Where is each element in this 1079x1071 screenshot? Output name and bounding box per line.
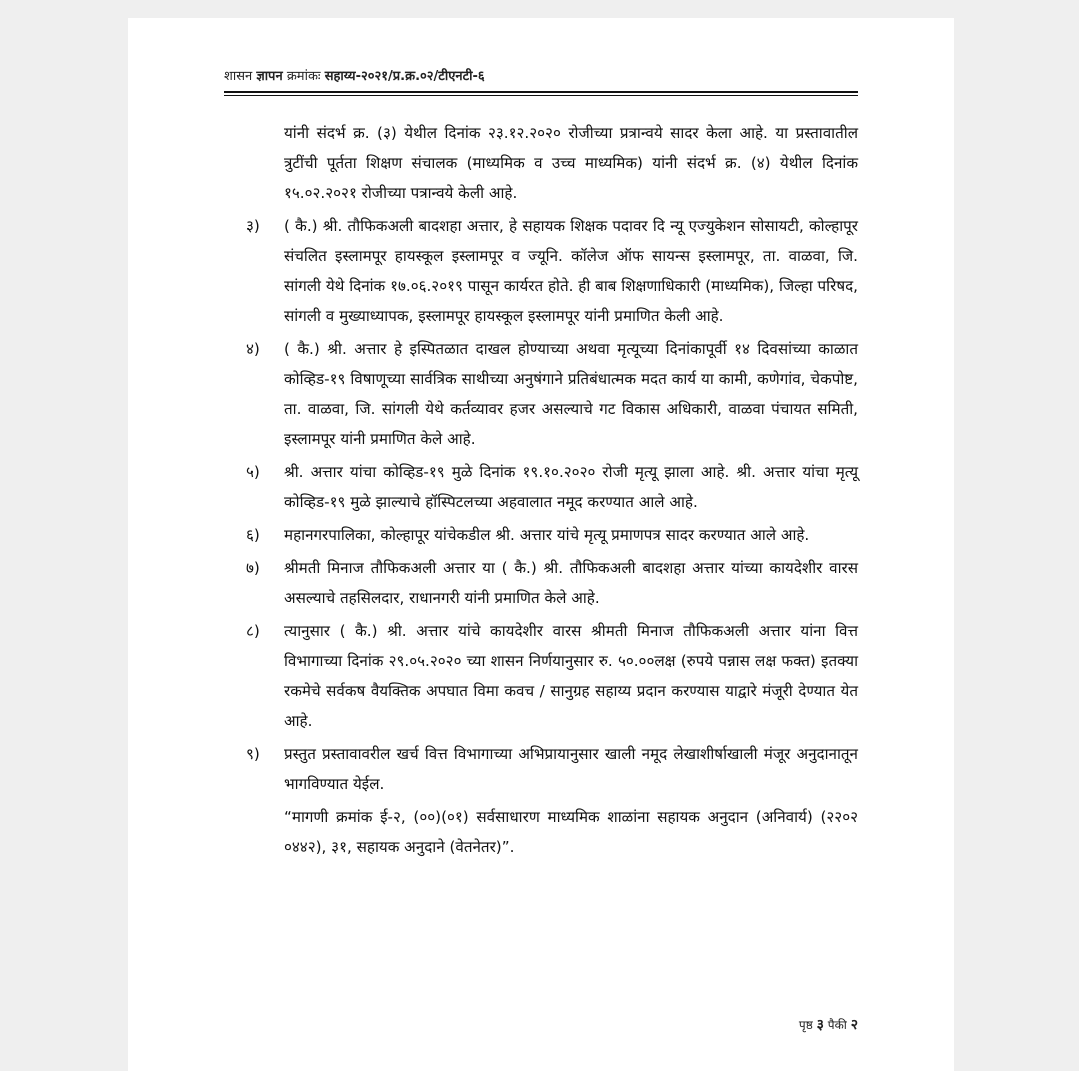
footer-of: पैकी xyxy=(827,1018,847,1032)
item-text: श्री. अत्तार यांचा कोव्हिड-१९ मुळे दिनांक १९.१०.२०२० रोजी मृत्यू झाला आहे. श्री. अत्तार यांचा मृत्यू कोव्हिड-१९ मुळे झाल्याचे हॉस्पिटलच्या अहवालात नमूद करण्यात आले आहे. xyxy=(284,463,858,511)
footer-total-pages: २ xyxy=(850,1017,858,1033)
list-item xyxy=(246,334,858,457)
item-number: ६) xyxy=(246,526,260,544)
header-type: ज्ञापन xyxy=(256,69,283,84)
item-number: ९) xyxy=(246,745,260,763)
item-text: ( कै.) श्री. अत्तार हे इस्पितळात दाखल होण्याच्या अथवा मृत्यूच्या दिनांकापूर्वी १४ दिवसांच्या काळात कोव्हिड-१९ विषाणूच्या सार्वत्रिक साथीच्या अनुषंगाने प्रतिबंधात्मक मदत कार्य या कामी, कणेगांव, चेकपोष्ट, ता. वाळवा, जि. सांगली येथे कर्तव्यावर हजर असल्याचे गट विकास अधिकारी, वाळवा पंचायत समिती, इस्लामपूर यांनी प्रमाणित केले आहे. xyxy=(284,340,858,448)
list-item xyxy=(246,739,858,862)
item-number: ४) xyxy=(246,340,260,358)
item-number: ३) xyxy=(246,217,260,235)
list-item xyxy=(246,616,858,739)
footer-label: पृष्ठ xyxy=(798,1018,813,1032)
header-prefix: शासन xyxy=(224,69,253,84)
item-text: त्यानुसार ( कै.) श्री. अत्तार यांचे कायदेशीर वारस श्रीमती मिनाज तौफिकअली अत्तार यांना वित्त विभागाच्या दिनांक २९.०५.२०२० च्या शासन निर्णयानुसार रु. ५०.००लक्ष (रुपये पन्नास लक्ष फक्त) इतक्या रकमेचे सर्वकष वैयक्तिक अपघात विमा कवच / सानुग्रह सहाय्य प्रदान करण्यास याद्वारे मंजूरी देण्यात येत आहे. xyxy=(284,622,858,730)
document-page xyxy=(128,18,954,1071)
intro-paragraph: यांनी संदर्भ क्र. (३) येथील दिनांक २३.१२.२०२० रोजीच्या प्रत्रान्वये सादर केला आहे. या प्रस्तावातील त्रुटींची पूर्तता शिक्षण संचालक (माध्यमिक व उच्च माध्यमिक) यांनी संदर्भ क्र. (४) येथील दिनांक १५.०२.२०२१ रोजीच्या पत्रान्वये केली आहे. xyxy=(284,124,858,202)
item-text: ( कै.) श्री. तौफिकअली बादशहा अत्तार, हे सहायक शिक्षक पदावर दि न्यू एज्युकेशन सोसायटी, कोल्हापूर संचलित इस्लामपूर हायस्कूल इस्लामपूर व ज्यूनि. कॉलेज ऑफ सायन्स इस्लामपूर, ता. वाळवा, जि. सांगली येथे दिनांक १७.०६.२०१९ पासून कार्यरत होते. ही बाब शिक्षणाधिकारी (माध्यमिक), जिल्हा परिषद, सांगली व मुख्याध्यापक, इस्लामपूर हायस्कूल इस्लामपूर यांनी प्रमाणित केली आहे. xyxy=(284,217,858,325)
memo-header xyxy=(224,68,858,86)
list-item xyxy=(246,553,858,616)
list-item xyxy=(246,520,858,553)
page-footer xyxy=(778,1016,858,1034)
budget-head-quote: “मागणी क्रमांक ई-२, (००)(०१) सर्वसाधारण माध्यमिक शाळांना सहायक अनुदान (अनिवार्य) (२२०२ ०४४२), ३१, सहायक अनुदाने (वेतनेतर)”. xyxy=(284,808,858,856)
header-rule-thin xyxy=(224,95,858,96)
header-label: क्रमांकः xyxy=(286,69,321,84)
list-item xyxy=(246,211,858,334)
footer-page-number: ३ xyxy=(816,1017,824,1033)
item-text: महानगरपालिका, कोल्हापूर यांचेकडील श्री. अत्तार यांचे मृत्यू प्रमाणपत्र सादर करण्यात आले आहे. xyxy=(284,526,810,544)
item-text: प्रस्तुत प्रस्तावावरील खर्च वित्त विभागाच्या अभिप्रायानुसार खाली नमूद लेखाशीर्षाखाली मंजूर अनुदानातून भागविण्यात येईल. xyxy=(284,745,858,793)
item-number: ८) xyxy=(246,622,260,640)
header-rule-thick xyxy=(224,91,858,93)
memo-number: सहाय्य-२०२१/प्र.क्र.०२/टीएनटी-६ xyxy=(324,69,485,84)
list-item xyxy=(246,457,858,520)
memo-body xyxy=(246,118,858,862)
item-number: ५) xyxy=(246,463,260,481)
item-number: ७) xyxy=(246,559,260,577)
item-text: श्रीमती मिनाज तौफिकअली अत्तार या ( कै.) श्री. तौफिकअली बादशहा अत्तार यांच्या कायदेशीर वारस असल्याचे तहसिलदार, राधानगरी यांनी प्रमाणित केले आहे. xyxy=(284,559,858,607)
